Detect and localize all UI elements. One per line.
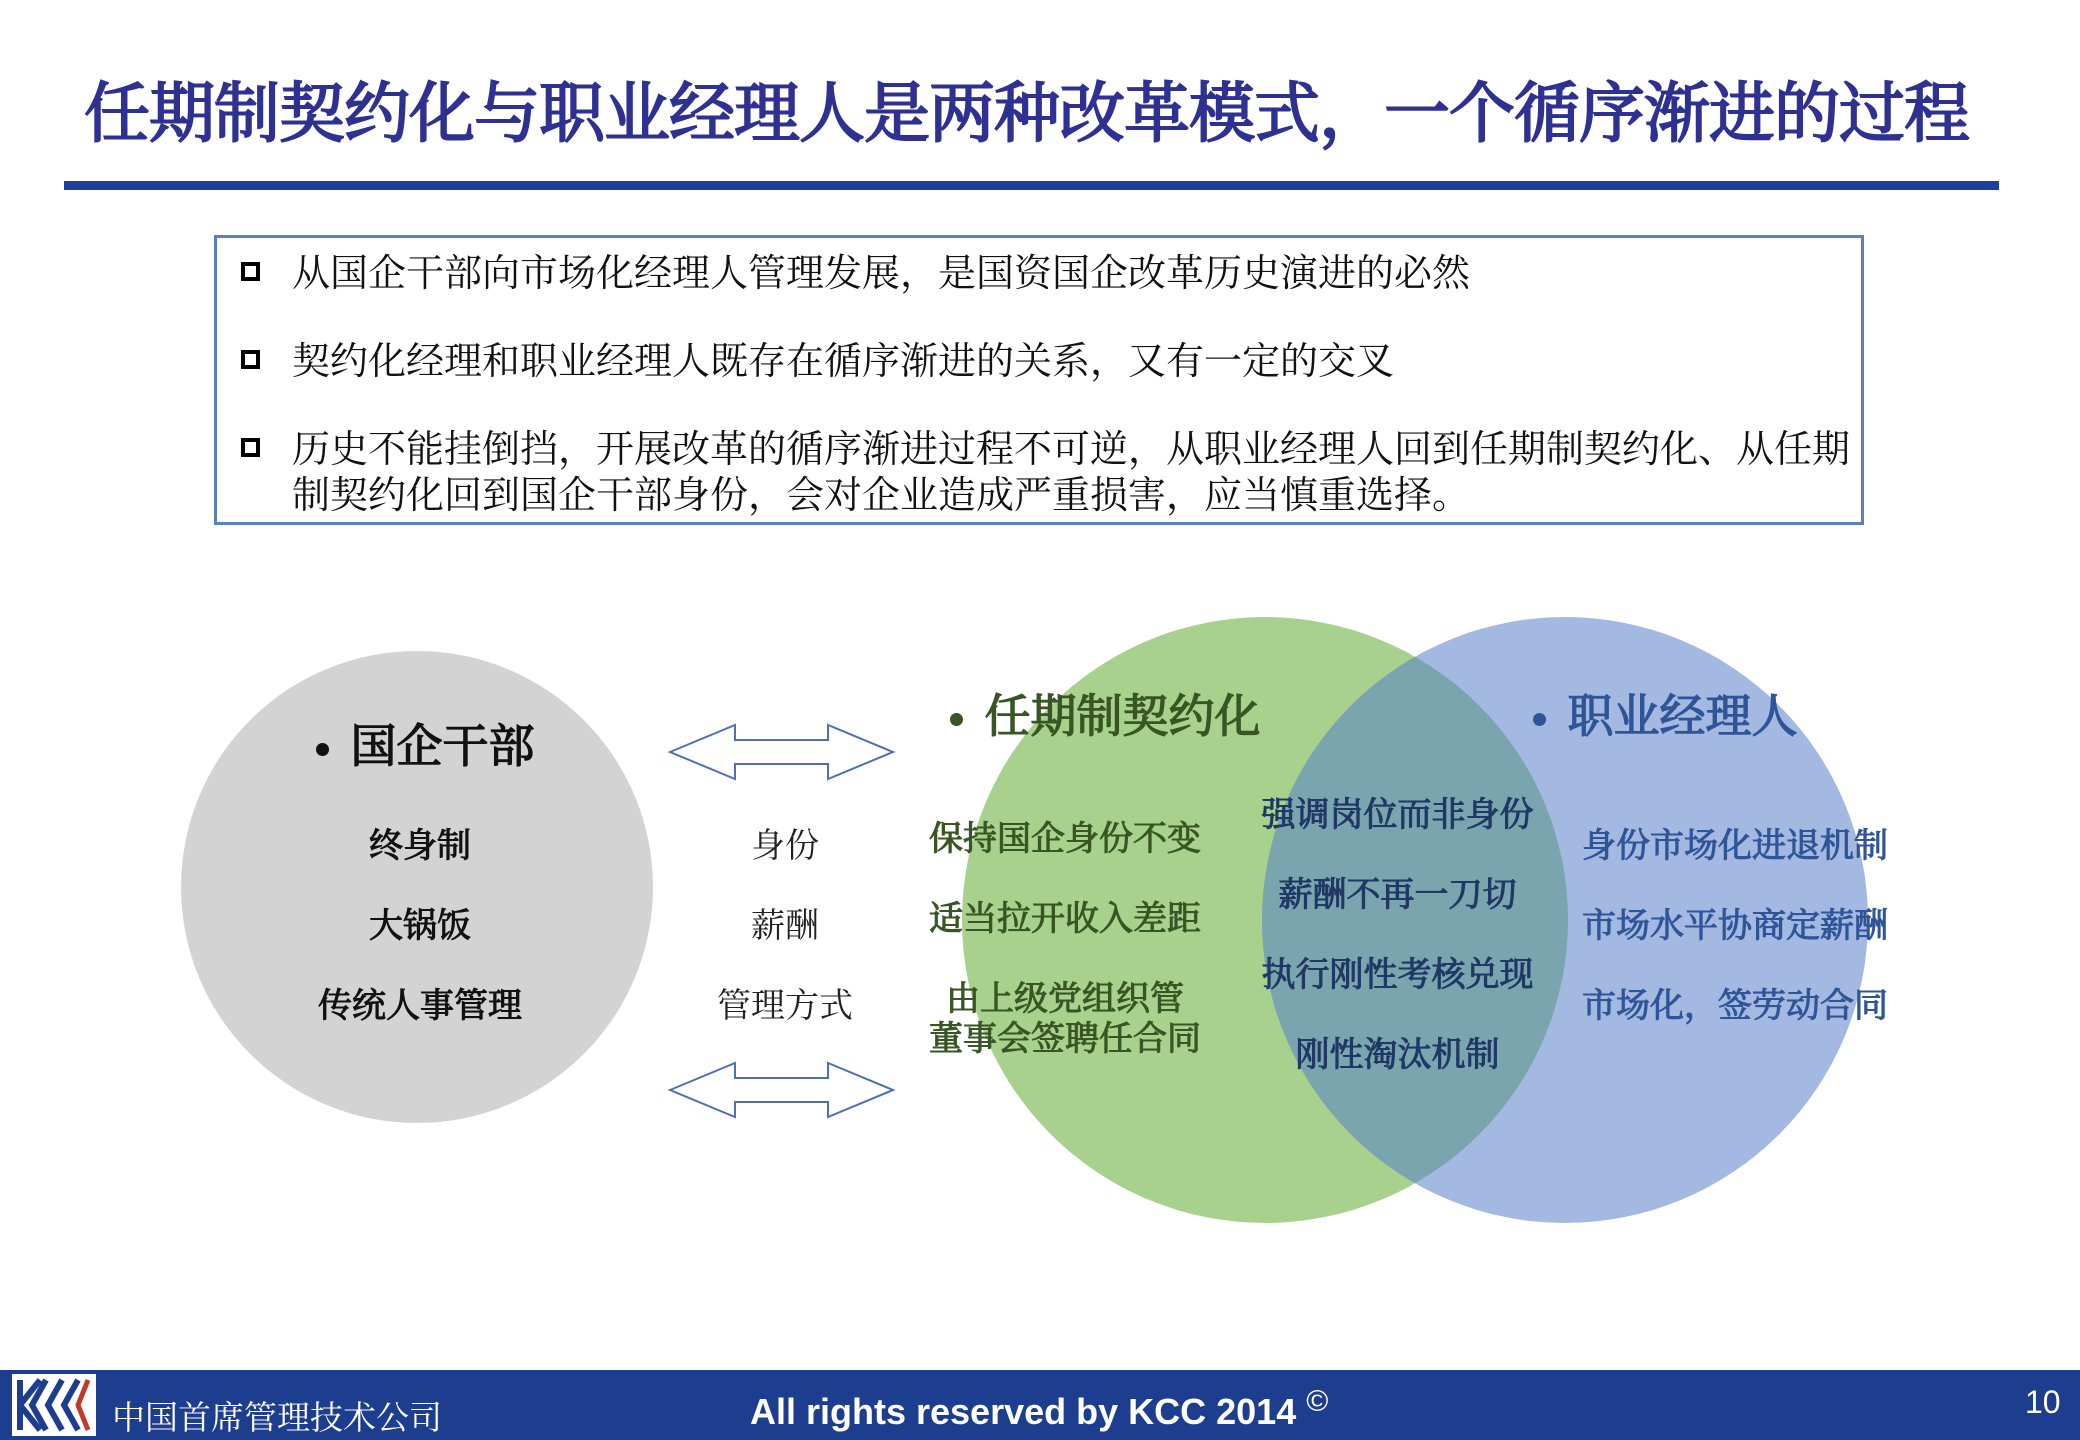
bullet-dot-icon — [1533, 713, 1546, 726]
double-arrow-icon — [670, 725, 893, 779]
dimension-label: 管理方式 — [717, 986, 853, 1026]
gov-heading-text: 国企干部 — [350, 719, 535, 773]
gov-item: 终身制 — [369, 826, 471, 866]
double-arrow-icon — [670, 1063, 893, 1117]
gov-heading — [300, 710, 550, 776]
gov-item: 传统人事管理 — [318, 986, 522, 1026]
copyright-text — [750, 1385, 1328, 1433]
bullet-text: 历史不能挂倒挡，开展改革的循序渐进过程不可逆，从职业经理人回到任期制契约化、从任期制契约化回到国企干部身份，会对企业造成严重损害，应当慎重选择。 — [292, 427, 1851, 517]
dimension-label: 薪酬 — [751, 906, 819, 946]
professional-item: 市场化，签劳动合同 — [1582, 986, 1888, 1026]
kcc-logo-icon — [12, 1374, 96, 1436]
page-title: 任期制契约化与职业经理人是两种改革模式，一个循序渐进的过程 — [84, 75, 1969, 152]
contract-item: 由上级党组织管 — [946, 979, 1184, 1019]
professional-heading-text: 职业经理人 — [1567, 689, 1798, 743]
professional-item: 市场水平协商定薪酬 — [1582, 906, 1888, 946]
bullet-dot-icon — [316, 743, 329, 756]
professional-item: 身份市场化进退机制 — [1582, 826, 1888, 866]
bullet-text: 契约化经理和职业经理人既存在循序渐进的关系，又有一定的交叉 — [292, 339, 1395, 383]
copyright-icon: © — [1306, 1385, 1329, 1418]
overlap-item: 刚性淘汰机制 — [1295, 1035, 1500, 1075]
professional-heading — [1515, 680, 1815, 746]
contract-heading-text: 任期制契约化 — [984, 689, 1261, 743]
bullet-dot-icon — [950, 713, 963, 726]
rights-text: All rights reserved by KCC 2014 — [750, 1391, 1297, 1432]
company-name: 中国首席管理技术公司 — [112, 1398, 442, 1437]
contract-item: 董事会签聘任合同 — [929, 1019, 1201, 1059]
page-number: 10 — [2025, 1384, 2061, 1420]
overlap-item: 薪酬不再一刀切 — [1278, 875, 1517, 915]
contract-heading — [945, 680, 1265, 746]
overlap-item: 强调岗位而非身份 — [1261, 795, 1534, 835]
gov-item: 大锅饭 — [369, 906, 471, 946]
contract-item: 适当拉开收入差距 — [929, 899, 1201, 939]
contract-item: 保持国企身份不变 — [929, 819, 1201, 859]
dimension-label: 身份 — [751, 826, 819, 866]
bullet-text: 从国企干部向市场化经理人管理发展，是国资国企改革历史演进的必然 — [292, 251, 1471, 295]
overlap-item: 执行刚性考核兑现 — [1261, 955, 1534, 995]
